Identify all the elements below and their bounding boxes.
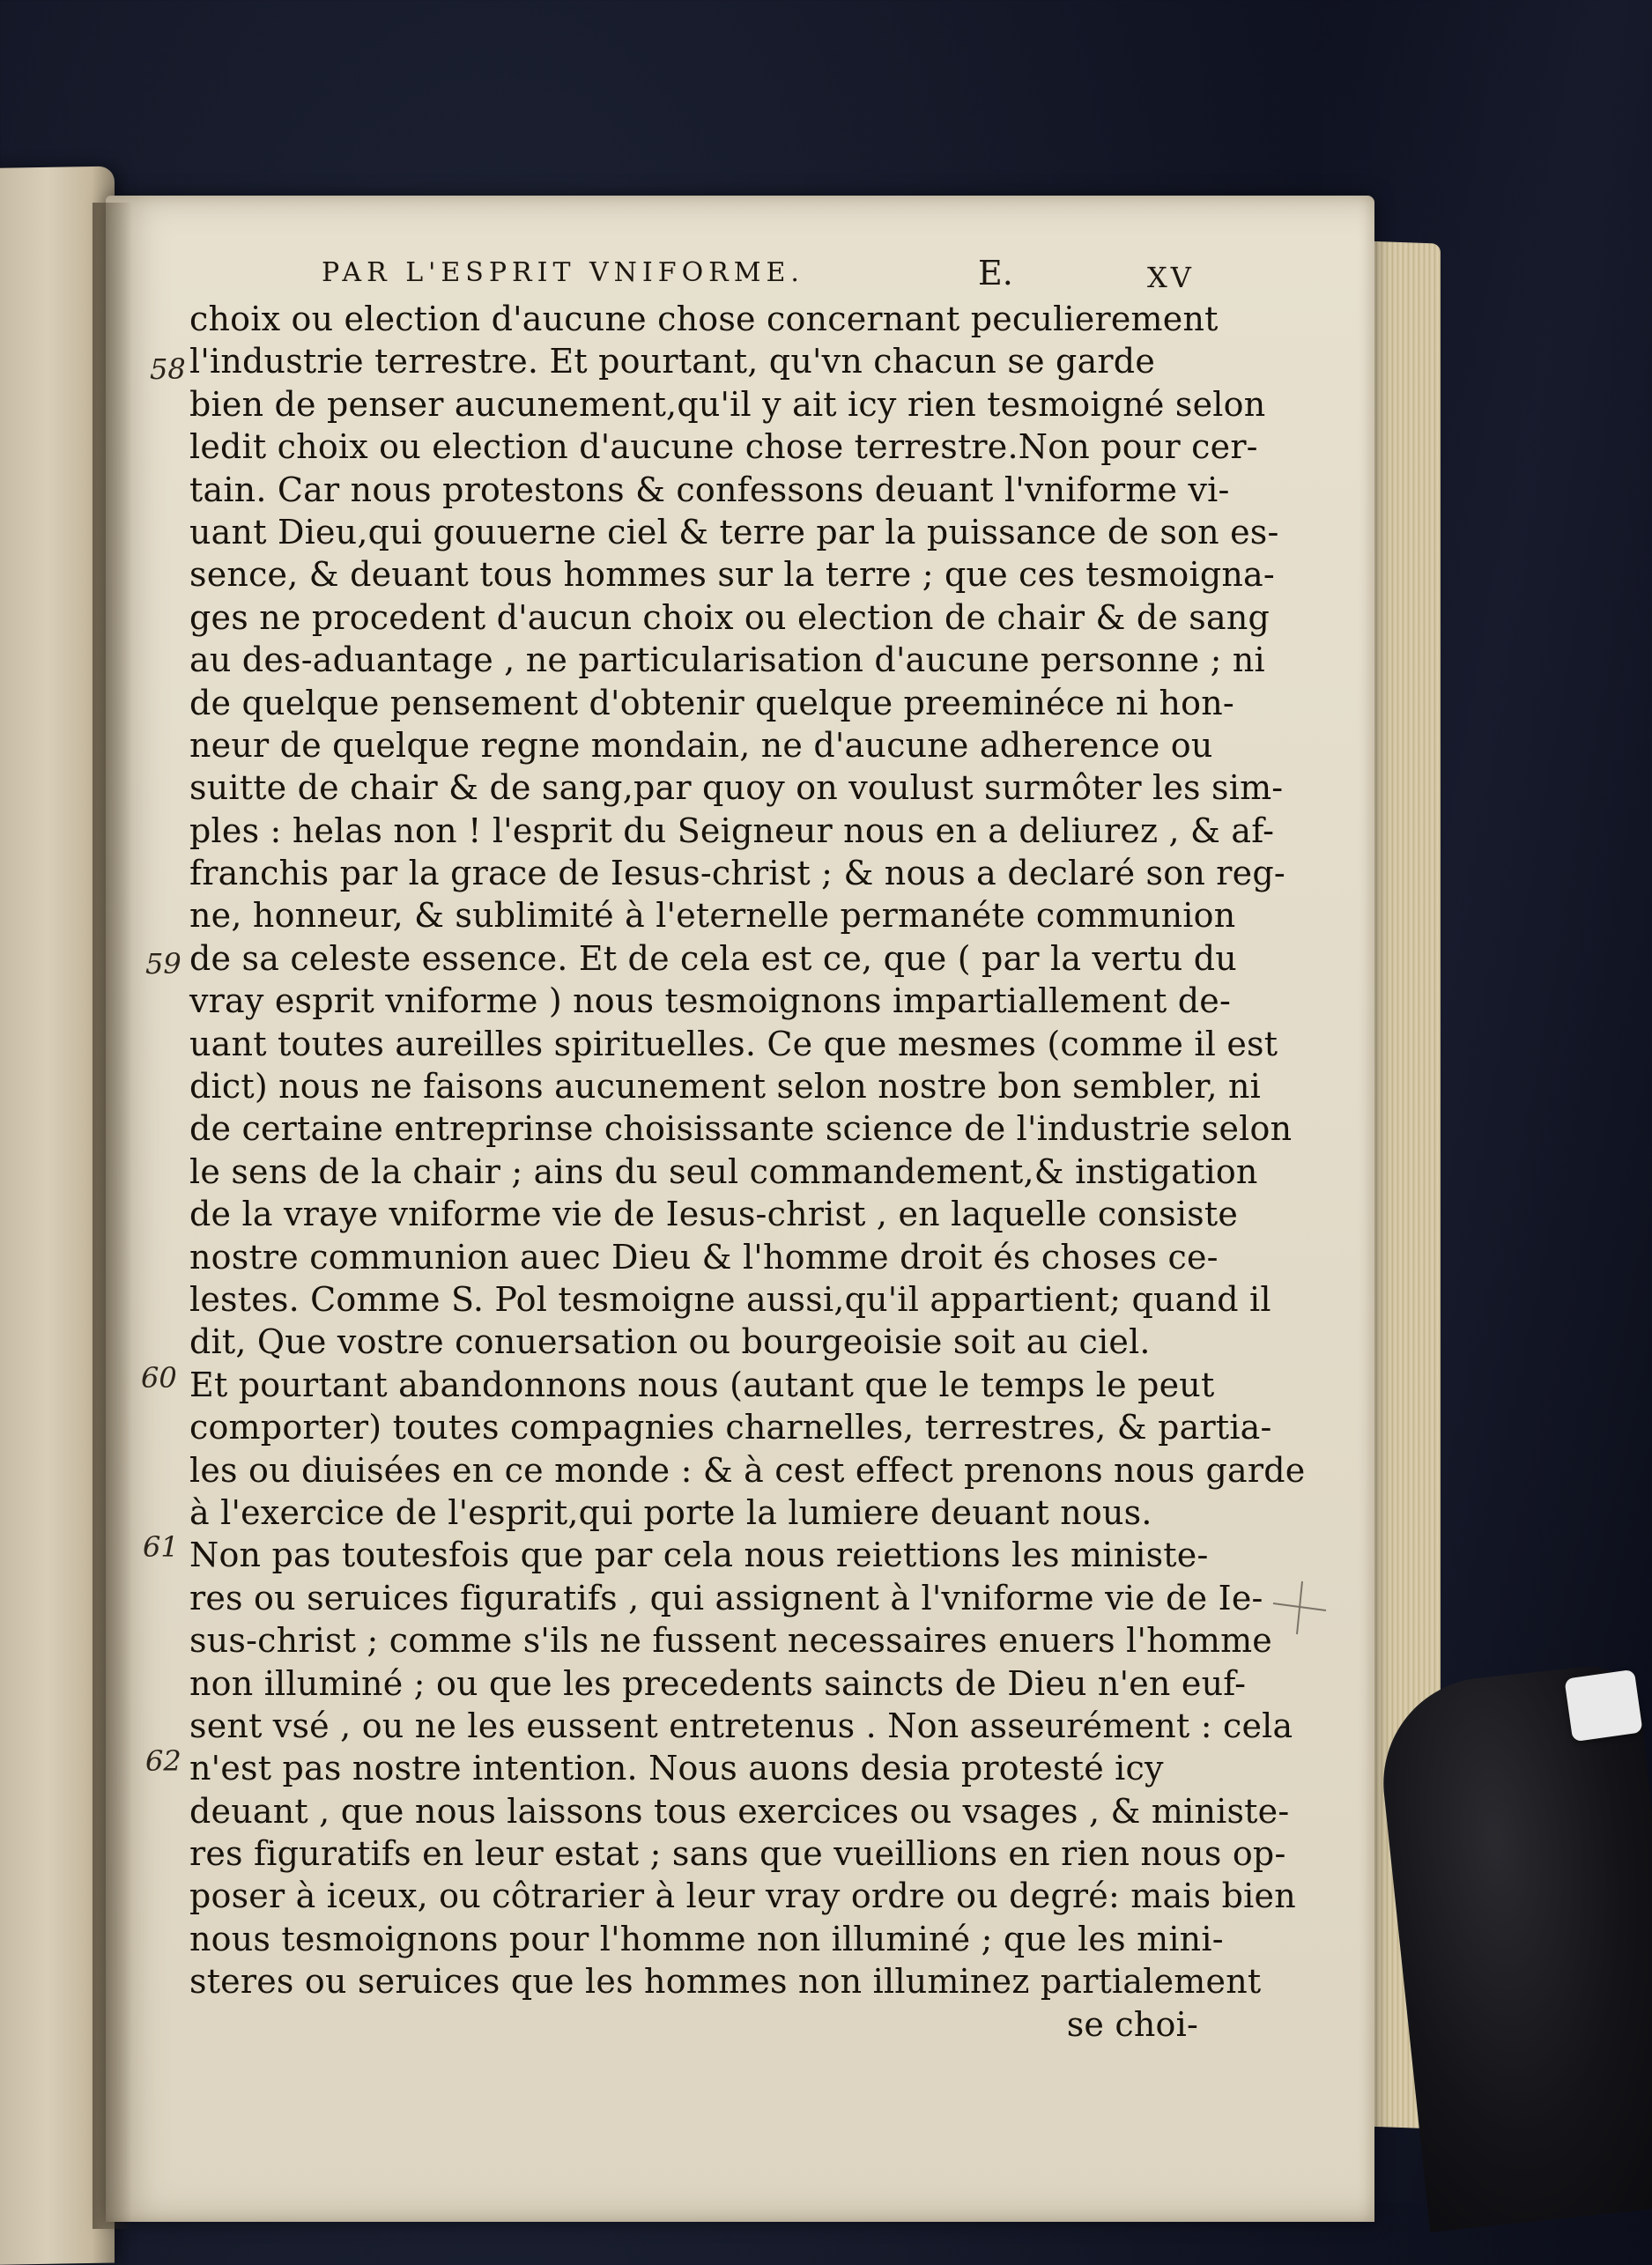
text-line: franchis par la grace de Iesus-christ ; & nous a declaré son reg- [189, 854, 1285, 893]
text-line: deuant , que nous laissons tous exercices ou vsages , & ministe- [189, 1791, 1290, 1831]
text-line: les ou diuisées en ce monde : & à cest effect prenons nous garde [189, 1450, 1306, 1490]
signature-mark: E. [978, 254, 1013, 292]
margin-number: 62 [145, 1744, 181, 1778]
margin-number: 58 [150, 352, 186, 386]
text-line: nous tesmoignons pour l'homme non illuminé ; que les mini- [189, 1919, 1224, 1958]
text-line: sence, & deuant tous hommes sur la terre ; que ces tesmoigna- [189, 555, 1275, 595]
text-line: de la vraye vniforme vie de Iesus-christ , en laquelle consiste [189, 1195, 1239, 1234]
running-head-title: PAR L'ESPRIT VNIFORME. [322, 257, 804, 288]
running-head [220, 254, 1225, 301]
text-line: bien de penser aucunement,qu'il y ait icy rien tesmoigné selon [189, 384, 1266, 424]
text-line: uant Dieu,qui gouuerne ciel & terre par la puissance de son es- [189, 512, 1279, 551]
text-line: au des-aduantage , ne particularisation d'aucune personne ; ni [189, 640, 1265, 680]
text-line: dit, Que vostre conuersation ou bourgeoisie soit au ciel. [189, 1322, 1151, 1362]
text-line: de certaine entreprinse choisissante science de l'industrie selon [189, 1109, 1293, 1149]
margin-number: 61 [143, 1530, 179, 1564]
text-line: ples : helas non ! l'esprit du Seigneur nous en a deliurez , & af- [189, 811, 1275, 850]
text-line: choix ou election d'aucune chose concernant peculierement [189, 300, 1219, 338]
text-line: de sa celeste essence. Et de cela est ce, que ( par la vertu du [189, 938, 1237, 978]
margin-number: 59 [145, 947, 181, 981]
catchword: se choi- [1066, 2004, 1198, 2044]
text-line: steres ou seruices que les hommes non illuminez partialement [189, 1962, 1262, 2002]
text-line: sus-christ ; comme s'ils ne fussent necessaires enuers l'homme [189, 1621, 1272, 1661]
text-line: ne, honneur, & sublimité à l'eternelle permanéte communion [189, 896, 1236, 936]
text-line: neur de quelque regne mondain, ne d'aucune adherence ou [189, 725, 1213, 765]
folio-number: XV [1147, 261, 1195, 294]
text-line: poser à iceux, ou côtrarier à leur vray ordre ou degré: mais bien [189, 1876, 1296, 1916]
text-line: comporter) toutes compagnies charnelles, terrestres, & partia- [189, 1408, 1272, 1447]
text-line: tain. Car nous protestons & confessons deuant l'vniforme vi- [189, 470, 1230, 509]
text-line: lestes. Comme S. Pol tesmoigne aussi,qu'il appartient; quand il [189, 1279, 1271, 1319]
book-gutter [93, 203, 132, 2229]
text-line: nostre communion auec Dieu & l'homme droit és choses ce- [189, 1237, 1219, 1277]
text-line: vray esprit vniforme ) nous tesmoignons impartiallement de- [189, 981, 1231, 1021]
text-line: de quelque pensement d'obtenir quelque preeminéce ni hon- [189, 683, 1234, 722]
margin-number: 60 [141, 1361, 177, 1395]
text-line: ledit choix ou election d'aucune chose terrestre.Non pour cer- [189, 427, 1258, 467]
text-line: l'industrie terrestre. Et pourtant, qu'vn chacun se garde [189, 342, 1156, 381]
glove-tag [1564, 1669, 1642, 1742]
pencil-cross-mark [1269, 1577, 1330, 1639]
text-line: res figuratifs en leur estat ; sans que vueillions en rien nous op- [189, 1834, 1286, 1874]
text-line: Non pas toutesfois que par cela nous reiettions les ministe- [189, 1536, 1209, 1575]
text-line: le sens de la chair ; ains du seul commandement,& instigation [189, 1151, 1258, 1191]
text-line: dict) nous ne faisons aucunement selon nostre bon sembler, ni [189, 1067, 1262, 1107]
text-line: uant toutes aureilles spirituelles. Ce que mesmes (comme il est [189, 1024, 1278, 1063]
text-line: suitte de chair & de sang,par quoy on voulust surmôter les sim- [189, 768, 1284, 808]
text-line: res ou seruices figuratifs , qui assignent à l'vniforme vie de Ie- [189, 1578, 1263, 1617]
text-line: ges ne procedent d'aucun choix ou election de chair & de sang [189, 597, 1270, 637]
text-line: non illuminé ; ou que les precedents saincts de Dieu n'en euf- [189, 1663, 1247, 1703]
text-line: sent vsé , ou ne les eussent entretenus . Non asseurément : cela [189, 1706, 1293, 1745]
text-line: Et pourtant abandonnons nous (autant que le temps le peut [189, 1365, 1215, 1404]
text-line: à l'exercice de l'esprit,qui porte la lumiere deuant nous. [189, 1492, 1152, 1532]
text-line: n'est pas nostre intention. Nous auons desia protesté icy [189, 1749, 1164, 1788]
body-text [189, 298, 1306, 2046]
